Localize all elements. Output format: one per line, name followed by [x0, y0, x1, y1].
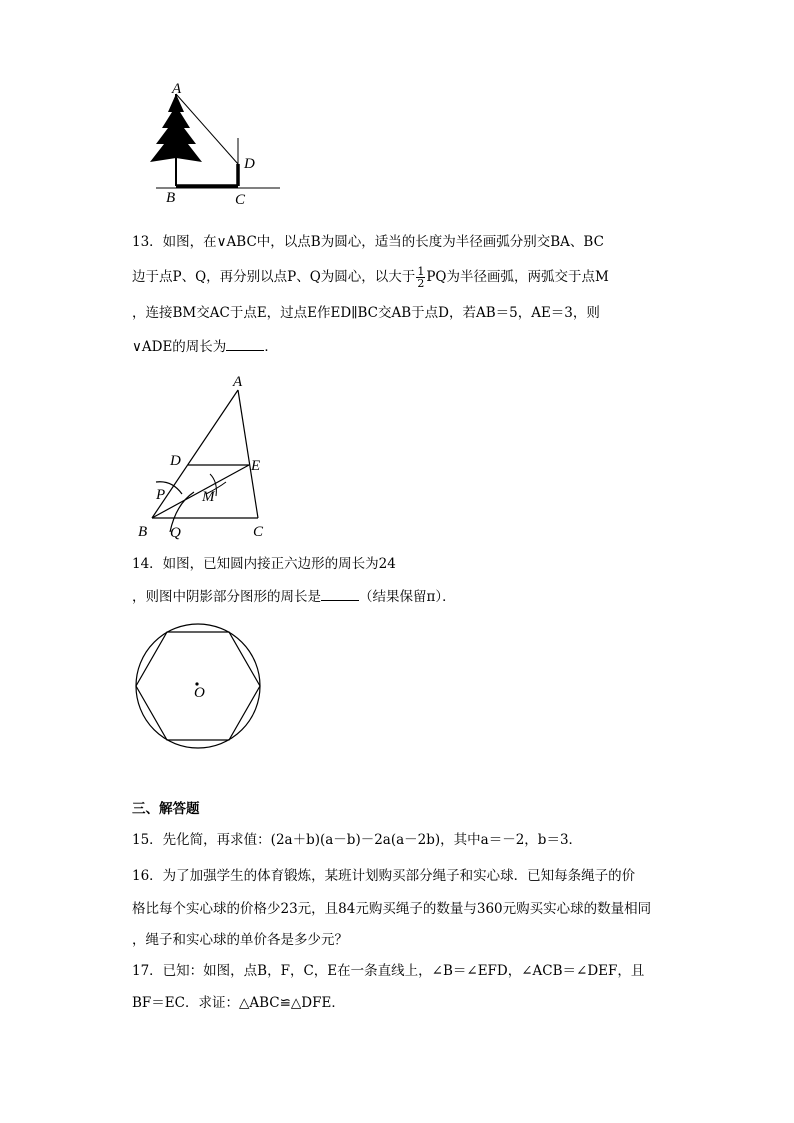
- q13-line2-a: 边于点P、Q，再分别以点P、Q为圆心，以大于: [132, 269, 416, 285]
- segment-BE: [152, 465, 249, 518]
- q13-line1: 13．如图，在∨ABC中，以点B为圆心，适当的长度为半径画弧分别交BA、BC: [132, 234, 604, 250]
- label-A: A: [233, 374, 243, 390]
- label-A: A: [172, 81, 182, 97]
- frac-den: 2: [417, 277, 425, 290]
- q13-line4: [132, 336, 278, 357]
- q14-line2: [132, 586, 456, 607]
- q16-line2: 格比每个实心球的价格少23元，且84元购买绳子的数量与360元购买实心球的数量相同: [132, 901, 652, 917]
- label-D: D: [170, 453, 181, 469]
- q16-line3: ，绳子和实心球的单价各是多少元？: [132, 932, 348, 948]
- answer-blank-14[interactable]: [321, 586, 359, 601]
- q13-line2-b: PQ为半径画弧，两弧交于点M: [426, 269, 609, 285]
- tree-foliage: [150, 94, 202, 162]
- q13-line2: [132, 266, 609, 289]
- segment-AC: [238, 390, 261, 518]
- frac-num: 1: [417, 265, 425, 278]
- label-C: C: [235, 192, 246, 208]
- q14-line2-b: （结果保留π）．: [359, 589, 456, 605]
- label-B: B: [166, 190, 176, 206]
- q14-line2-a: ，则图中阴影部分图形的周长是: [132, 589, 321, 605]
- label-M: M: [202, 489, 215, 505]
- q13-line4-a: ∨ADE的周长为: [132, 339, 227, 355]
- label-B: B: [138, 524, 148, 540]
- label-E: E: [251, 458, 261, 474]
- q16-line1: 16．为了加强学生的体育锻炼，某班计划购买部分绳子和实心球．已知每条绳子的价: [132, 868, 636, 884]
- label-C: C: [253, 524, 264, 540]
- q14-line1: 14．如图，已知圆内接正六边形的周长为24: [132, 556, 396, 572]
- label-O: O: [194, 685, 205, 701]
- figure-tree: [140, 78, 290, 208]
- q17-line1: 17．已知：如图，点B，F，C，E在一条直线上，∠B＝∠EFD，∠ACB＝∠DEF，且: [132, 963, 645, 979]
- q13-line3: ，连接BM交AC于点E，过点E作ED∥BC交AB于点D，若AB＝5，AE＝3，则: [132, 305, 600, 321]
- q13-line4-b: ．: [264, 339, 278, 355]
- q15-text: 15．先化简，再求值：(2a＋b)(a－b)－2a(a－2b)，其中a＝－2，b＝3．: [132, 832, 583, 848]
- figure-triangle: [130, 370, 280, 542]
- figure-hexagon: [130, 620, 280, 750]
- answer-blank-13[interactable]: [226, 336, 264, 351]
- label-D: D: [244, 156, 255, 172]
- section-heading: 三、解答题: [132, 801, 200, 817]
- q17-line2: BF＝EC．求证：△ABC≌△DFE．: [132, 995, 345, 1011]
- fraction-half: [416, 266, 425, 289]
- label-P: P: [156, 487, 166, 503]
- label-Q: Q: [170, 525, 181, 541]
